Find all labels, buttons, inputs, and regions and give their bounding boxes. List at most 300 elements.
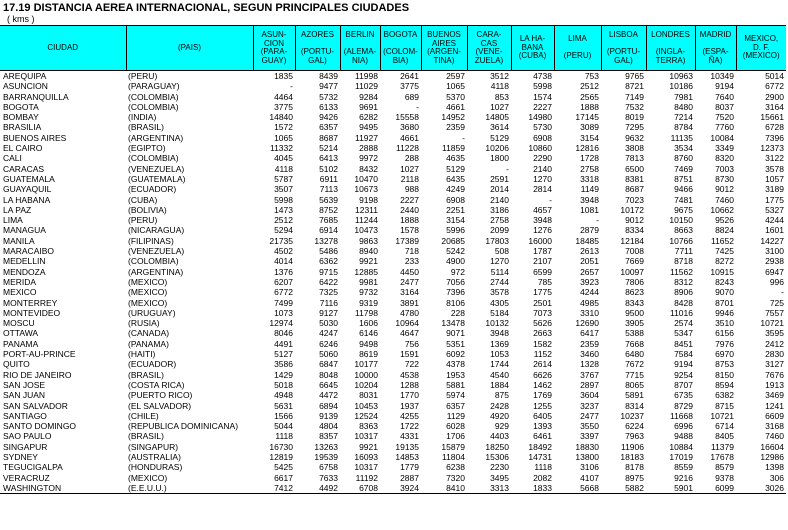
city-cell: VERACRUZ (3, 472, 50, 483)
table-row (0, 473, 786, 483)
table-row (0, 225, 786, 235)
distance-cell: 3318 (580, 173, 599, 184)
distance-cell: 12819 (269, 451, 293, 462)
country-cell: (E.E.U.U.) (126, 483, 253, 494)
distance-cell: 7711 (674, 246, 693, 257)
distance-cell: 8784 (674, 122, 693, 133)
distance-cell: 718 (404, 246, 419, 257)
distance-cell: 6092 (446, 349, 465, 360)
distance-cell: 9498 (359, 338, 378, 349)
distance-cell: 8019 (625, 112, 644, 123)
distance-cell: 3313 (467, 483, 511, 494)
distance-cell: 3510 (715, 318, 734, 329)
distance-cell: 6772 (765, 81, 784, 92)
column-header: LA HA- BANA (CUBA) (511, 26, 554, 71)
distance-cell: 8594 (715, 379, 734, 390)
distance-cell: 2614 (533, 359, 552, 370)
distance-cell: 6500 (625, 163, 644, 174)
distance-cell: 9500 (625, 307, 644, 318)
distance-cell: 2744 (490, 276, 509, 287)
distance-cell: 2657 (580, 266, 599, 277)
city-cell: BRASILIA (3, 122, 42, 133)
distance-cell: 7056 (446, 276, 465, 287)
city-cell: RIO DE JANEIRO (3, 369, 72, 380)
distance-cell: 7813 (625, 153, 644, 164)
distance-cell: 5370 (446, 91, 465, 102)
distance-cell: 1800 (490, 153, 509, 164)
city-cell: MENDOZA (3, 266, 46, 277)
distance-cell: 3948 (580, 194, 599, 205)
distance-cell: 2641 (400, 71, 419, 81)
distance-cell: 6847 (319, 359, 338, 370)
distance-cell: - (596, 215, 599, 226)
header-row (0, 26, 786, 71)
distance-cell: 10237 (620, 410, 644, 421)
distance-cell: 233 (404, 256, 419, 267)
country-cell: (FILIPINAS) (128, 235, 174, 246)
distance-cell: 725 (769, 297, 784, 308)
city-cell: SANTIAGO (3, 410, 47, 421)
distance-cell: 2227 (533, 101, 552, 112)
distance-cell: 17389 (395, 235, 419, 246)
distance-cell: 7149 (625, 91, 644, 102)
city-cell: MONTERREY (3, 297, 58, 308)
distance-cell: 2227 (400, 194, 419, 205)
distance-cell: 3775 (274, 101, 293, 112)
distance-table (0, 25, 786, 494)
distance-cell: 7469 (674, 163, 693, 174)
distance-cell: - (549, 194, 552, 205)
distance-cell: 11016 (669, 307, 693, 318)
distance-cell: 11244 (354, 215, 378, 226)
distance-cell: 4118 (490, 81, 509, 92)
distance-cell: 4657 (533, 204, 552, 215)
distance-cell: 7715 (625, 369, 644, 380)
distance-cell: 17019 (669, 451, 693, 462)
table-body (0, 71, 786, 494)
distance-cell: 2290 (533, 153, 552, 164)
distance-cell: 288 (404, 153, 419, 164)
distance-cell: 4985 (580, 297, 599, 308)
distance-cell: 1706 (446, 431, 465, 442)
distance-cell: 5881 (446, 379, 465, 390)
distance-cell: 853 (494, 91, 509, 102)
distance-cell: 1376 (274, 266, 293, 277)
distance-cell: 1582 (533, 338, 552, 349)
distance-cell: 2512 (580, 81, 599, 92)
distance-cell: 6028 (446, 421, 465, 432)
distance-cell: 3775 (400, 81, 419, 92)
table-row (0, 195, 786, 205)
distance-cell: 6435 (446, 173, 465, 184)
distance-cell: 6908 (533, 132, 552, 143)
column-header: (PAIS) (126, 26, 253, 71)
city-cell: SINGAPUR (3, 441, 48, 452)
distance-cell: 9466 (674, 184, 693, 195)
distance-cell: 10132 (485, 318, 509, 329)
city-cell: SAN JOSE (3, 379, 46, 390)
distance-cell: 17678 (710, 451, 734, 462)
distance-cell: 6645 (319, 379, 338, 390)
distance-cell: 9071 (446, 328, 465, 339)
distance-cell: 2663 (533, 328, 552, 339)
distance-cell: 18830 (575, 441, 599, 452)
distance-cell: 8940 (359, 246, 378, 257)
distance-cell: 15879 (441, 441, 465, 452)
distance-cell: 7976 (715, 338, 734, 349)
country-cell: (CANADA) (128, 328, 170, 339)
distance-cell: 8729 (674, 400, 693, 411)
distance-cell: 8312 (674, 276, 693, 287)
city-cell: MEXICO (3, 287, 37, 298)
distance-cell: 1073 (274, 307, 293, 318)
distance-cell: 9691 (359, 101, 378, 112)
distance-cell: 8975 (625, 472, 644, 483)
distance-cell: 8752 (319, 204, 338, 215)
distance-cell: 1118 (275, 431, 293, 442)
distance-cell: 7676 (765, 369, 784, 380)
distance-cell: 6224 (625, 421, 644, 432)
distance-cell: 1835 (274, 71, 293, 81)
distance-cell: 8178 (625, 462, 644, 473)
distance-cell: 5631 (274, 400, 293, 411)
distance-cell: 9921 (359, 441, 378, 452)
distance-cell: 9921 (359, 256, 378, 267)
city-cell: EL CAIRO (3, 143, 43, 154)
distance-cell: 3891 (400, 297, 419, 308)
distance-cell: 16093 (354, 451, 378, 462)
distance-cell: 7584 (674, 349, 693, 360)
distance-cell: 17803 (485, 235, 509, 246)
distance-cell: 14227 (760, 235, 784, 246)
distance-cell: 10097 (620, 266, 644, 277)
distance-cell: 10915 (710, 266, 734, 277)
distance-cell: 14952 (441, 112, 465, 123)
distance-cell: 7633 (319, 472, 338, 483)
distance-cell: 2613 (580, 246, 599, 257)
distance-cell: 11192 (355, 472, 378, 483)
distance-cell: 5486 (319, 246, 338, 257)
distance-cell: 5388 (625, 328, 644, 339)
distance-cell: 8439 (319, 71, 338, 81)
distance-cell: 9765 (625, 71, 644, 81)
distance-cell: 7008 (625, 246, 644, 257)
distance-cell: 722 (404, 359, 419, 370)
distance-cell: 10204 (354, 379, 378, 390)
distance-cell: 11859 (441, 143, 465, 154)
distance-cell: 14980 (528, 112, 552, 123)
distance-cell: 7669 (625, 256, 644, 267)
country-cell: (MEXICO) (128, 472, 168, 483)
distance-cell: 1473 (274, 204, 293, 215)
country-cell: (MEXICO) (128, 297, 168, 308)
distance-cell: 7460 (765, 431, 784, 442)
city-cell: MANAGUA (3, 225, 46, 236)
distance-cell: 9127 (319, 307, 338, 318)
distance-cell: 7557 (765, 307, 784, 318)
distance-cell: 5030 (319, 318, 338, 329)
distance-cell: 7806 (625, 276, 644, 287)
distance-cell: 9732 (359, 287, 378, 298)
distance-cell: 9139 (319, 410, 338, 421)
distance-cell: 8619 (359, 349, 378, 360)
distance-cell: 2814 (533, 184, 552, 195)
distance-cell: 1241 (765, 400, 784, 411)
distance-cell: 1937 (400, 400, 419, 411)
table-row (0, 81, 786, 91)
distance-cell: 10964 (395, 318, 419, 329)
distance-cell: 19539 (314, 451, 338, 462)
distance-cell: 20685 (441, 235, 465, 246)
distance-cell: 7499 (274, 297, 293, 308)
country-cell: (REPUBLICA DOMINICANA) (128, 421, 239, 432)
distance-cell: 3507 (274, 184, 293, 195)
distance-cell: 9632 (625, 132, 644, 143)
distance-cell: 14805 (485, 112, 509, 123)
table-row (0, 442, 786, 452)
distance-cell: 10766 (669, 235, 693, 246)
distance-cell: 10470 (354, 173, 378, 184)
distance-cell: 3349 (715, 143, 734, 154)
distance-cell: 1053 (490, 349, 509, 360)
distance-cell: 9972 (359, 153, 378, 164)
city-cell: MONTEVIDEO (3, 307, 61, 318)
distance-cell: 3026 (736, 483, 786, 494)
distance-cell: 8663 (674, 225, 693, 236)
distance-cell: 7481 (674, 194, 693, 205)
distance-cell: 6156 (715, 328, 734, 339)
distance-cell: 5242 (446, 246, 465, 257)
distance-cell: 1288 (400, 379, 419, 390)
distance-cell: 2140 (490, 194, 509, 205)
country-cell: (VENEZUELA) (128, 246, 185, 257)
distance-cell: 7640 (715, 91, 734, 102)
distance-cell: 3948 (533, 215, 552, 226)
distance-cell: 7668 (625, 338, 644, 349)
column-header: LIMA (PERU) (554, 26, 601, 71)
distance-cell: 9488 (674, 431, 693, 442)
distance-cell: 11906 (620, 441, 644, 452)
distance-cell: 11379 (710, 441, 734, 452)
distance-cell: 10721 (760, 318, 784, 329)
distance-cell: 1913 (765, 379, 784, 390)
distance-cell: 4378 (446, 359, 465, 370)
country-cell: (GUATEMALA) (128, 173, 186, 184)
distance-cell: 4635 (446, 153, 465, 164)
city-cell: MERIDA (3, 276, 37, 287)
distance-cell: 13263 (314, 441, 338, 452)
table-row (0, 298, 786, 308)
distance-cell: 1574 (533, 91, 552, 102)
distance-cell: 5891 (625, 390, 644, 401)
distance-cell: 5626 (533, 318, 552, 329)
distance-cell: 3808 (625, 143, 644, 154)
distance-cell: 4244 (765, 215, 784, 226)
distance-cell: 1787 (533, 246, 552, 257)
distance-cell: 1129 (446, 410, 465, 421)
city-cell: GUATEMALA (3, 173, 55, 184)
distance-cell: 5060 (319, 349, 338, 360)
distance-cell: 11029 (354, 81, 378, 92)
distance-cell: 5018 (274, 379, 293, 390)
distance-cell: 2440 (400, 204, 419, 215)
table-row (0, 184, 786, 194)
distance-cell: 18492 (528, 441, 552, 452)
distance-cell: 7396 (446, 287, 465, 298)
distance-cell: 5425 (274, 462, 293, 473)
city-cell: OTTAWA (3, 328, 39, 339)
distance-cell: 875 (494, 390, 509, 401)
distance-cell: 5014 (765, 71, 784, 81)
country-cell: (COLOMBIA) (128, 153, 179, 164)
table-row (0, 390, 786, 400)
distance-cell: 3089 (580, 122, 599, 133)
distance-cell: 6894 (319, 400, 338, 411)
column-header: AZORES (PORTU- GAL) (295, 26, 340, 71)
distance-cell: 3154 (446, 215, 465, 226)
distance-cell: 4491 (274, 338, 293, 349)
distance-cell: 3586 (274, 359, 293, 370)
distance-cell: 4464 (274, 91, 293, 102)
distance-cell: 2900 (765, 91, 784, 102)
distance-cell: 3767 (580, 369, 599, 380)
city-cell: MOSCU (3, 318, 35, 329)
distance-cell: 11927 (354, 132, 378, 143)
distance-cell: 6146 (359, 328, 378, 339)
distance-cell: 2359 (446, 122, 465, 133)
distance-cell: 8150 (715, 369, 734, 380)
city-cell: PANAMA (3, 338, 39, 349)
distance-cell: 14853 (395, 451, 419, 462)
distance-cell: 21735 (269, 235, 293, 246)
distance-cell: 7672 (625, 359, 644, 370)
distance-cell: 10662 (710, 204, 734, 215)
distance-cell: 6480 (625, 349, 644, 360)
distance-cell: 1328 (580, 359, 599, 370)
distance-cell: 1572 (274, 122, 293, 133)
table-row (0, 143, 786, 153)
distance-cell: 7320 (446, 472, 465, 483)
country-cell: (ARGENTINA) (128, 266, 184, 277)
distance-cell: 12184 (620, 235, 644, 246)
distance-cell: 2118 (400, 173, 419, 184)
distance-cell: 3905 (625, 318, 644, 329)
distance-cell: 1065 (446, 81, 465, 92)
distance-cell: 7214 (674, 112, 693, 123)
distance-cell: 12885 (354, 266, 378, 277)
distance-cell: 1770 (400, 390, 419, 401)
distance-cell: 6626 (533, 369, 552, 380)
distance-cell: - (781, 287, 784, 298)
distance-cell: 5044 (274, 421, 293, 432)
distance-cell: 1728 (580, 153, 599, 164)
distance-cell: 2888 (359, 143, 378, 154)
distance-cell: 508 (494, 246, 509, 257)
distance-cell: 11135 (670, 132, 693, 143)
country-cell: (MEXICO) (128, 287, 168, 298)
distance-cell: 1953 (446, 369, 465, 380)
distance-cell: 13800 (575, 451, 599, 462)
distance-cell: 5184 (490, 307, 509, 318)
distance-cell: 10860 (528, 143, 552, 154)
distance-cell: 11804 (441, 451, 465, 462)
distance-cell: 2051 (580, 256, 599, 267)
distance-cell: 10453 (354, 400, 378, 411)
city-cell: AREQUIPA (3, 71, 47, 81)
country-cell: (PARAGUAY) (128, 81, 180, 92)
city-cell: WASHINGTON (0, 483, 126, 494)
country-cell: (COLOMBIA) (128, 101, 179, 112)
distance-cell: 4540 (490, 369, 509, 380)
country-cell: (EL SALVADOR) (128, 400, 192, 411)
distance-cell: 10150 (669, 215, 693, 226)
distance-cell: 6609 (765, 410, 784, 421)
distance-cell: 10000 (354, 369, 378, 380)
distance-cell: 5730 (533, 122, 552, 133)
distance-cell: 7116 (319, 297, 338, 308)
distance-cell: 14840 (269, 112, 293, 123)
distance-cell: 8721 (625, 81, 644, 92)
distance-cell: 1270 (490, 256, 509, 267)
city-cell: MANILA (3, 235, 35, 246)
distance-cell: 6996 (674, 421, 693, 432)
country-cell: (COLOMBIA) (128, 91, 179, 102)
distance-cell: 4900 (446, 256, 465, 267)
distance-cell: 8428 (674, 297, 693, 308)
distance-cell: 1606 (359, 318, 378, 329)
distance-cell: 1065 (274, 132, 293, 143)
distance-cell: 5668 (554, 483, 601, 494)
distance-cell: 2938 (765, 256, 784, 267)
distance-cell: 4045 (274, 153, 293, 164)
distance-cell: 9715 (319, 266, 338, 277)
distance-cell: 4255 (400, 410, 419, 421)
distance-cell: 7412 (253, 483, 295, 494)
distance-cell: 8730 (715, 173, 734, 184)
distance-cell: 3106 (580, 462, 599, 473)
distance-cell: 5787 (274, 173, 293, 184)
distance-cell: 10473 (354, 225, 378, 236)
distance-cell: 18250 (485, 441, 509, 452)
distance-cell: 10186 (669, 81, 693, 92)
distance-cell: 9426 (319, 112, 338, 123)
distance-cell: 7685 (319, 215, 338, 226)
city-cell: BUENOS AIRES (3, 132, 67, 143)
distance-cell: 3680 (400, 122, 419, 133)
distance-cell: 11228 (395, 143, 419, 154)
city-cell: BOMBAY (3, 112, 39, 123)
distance-cell: 2887 (400, 472, 419, 483)
distance-cell: 1566 (274, 410, 293, 421)
distance-cell: 756 (404, 338, 419, 349)
distance-cell: 5347 (674, 328, 693, 339)
distance-cell: 9946 (715, 307, 734, 318)
distance-cell: 1775 (533, 287, 552, 298)
distance-cell: 10963 (669, 71, 693, 81)
distance-cell: 6357 (319, 122, 338, 133)
table-row (0, 174, 786, 184)
distance-cell: 6914 (319, 225, 338, 236)
distance-cell: 7760 (715, 122, 734, 133)
distance-cell: 12524 (354, 410, 378, 421)
distance-cell: 7520 (715, 112, 734, 123)
distance-cell: 18183 (620, 451, 644, 462)
distance-cell: 4780 (400, 307, 419, 318)
distance-cell: 3512 (490, 71, 509, 81)
distance-cell: 8715 (715, 400, 734, 411)
distance-cell: 6772 (274, 287, 293, 298)
distance-cell: 13278 (314, 235, 338, 246)
